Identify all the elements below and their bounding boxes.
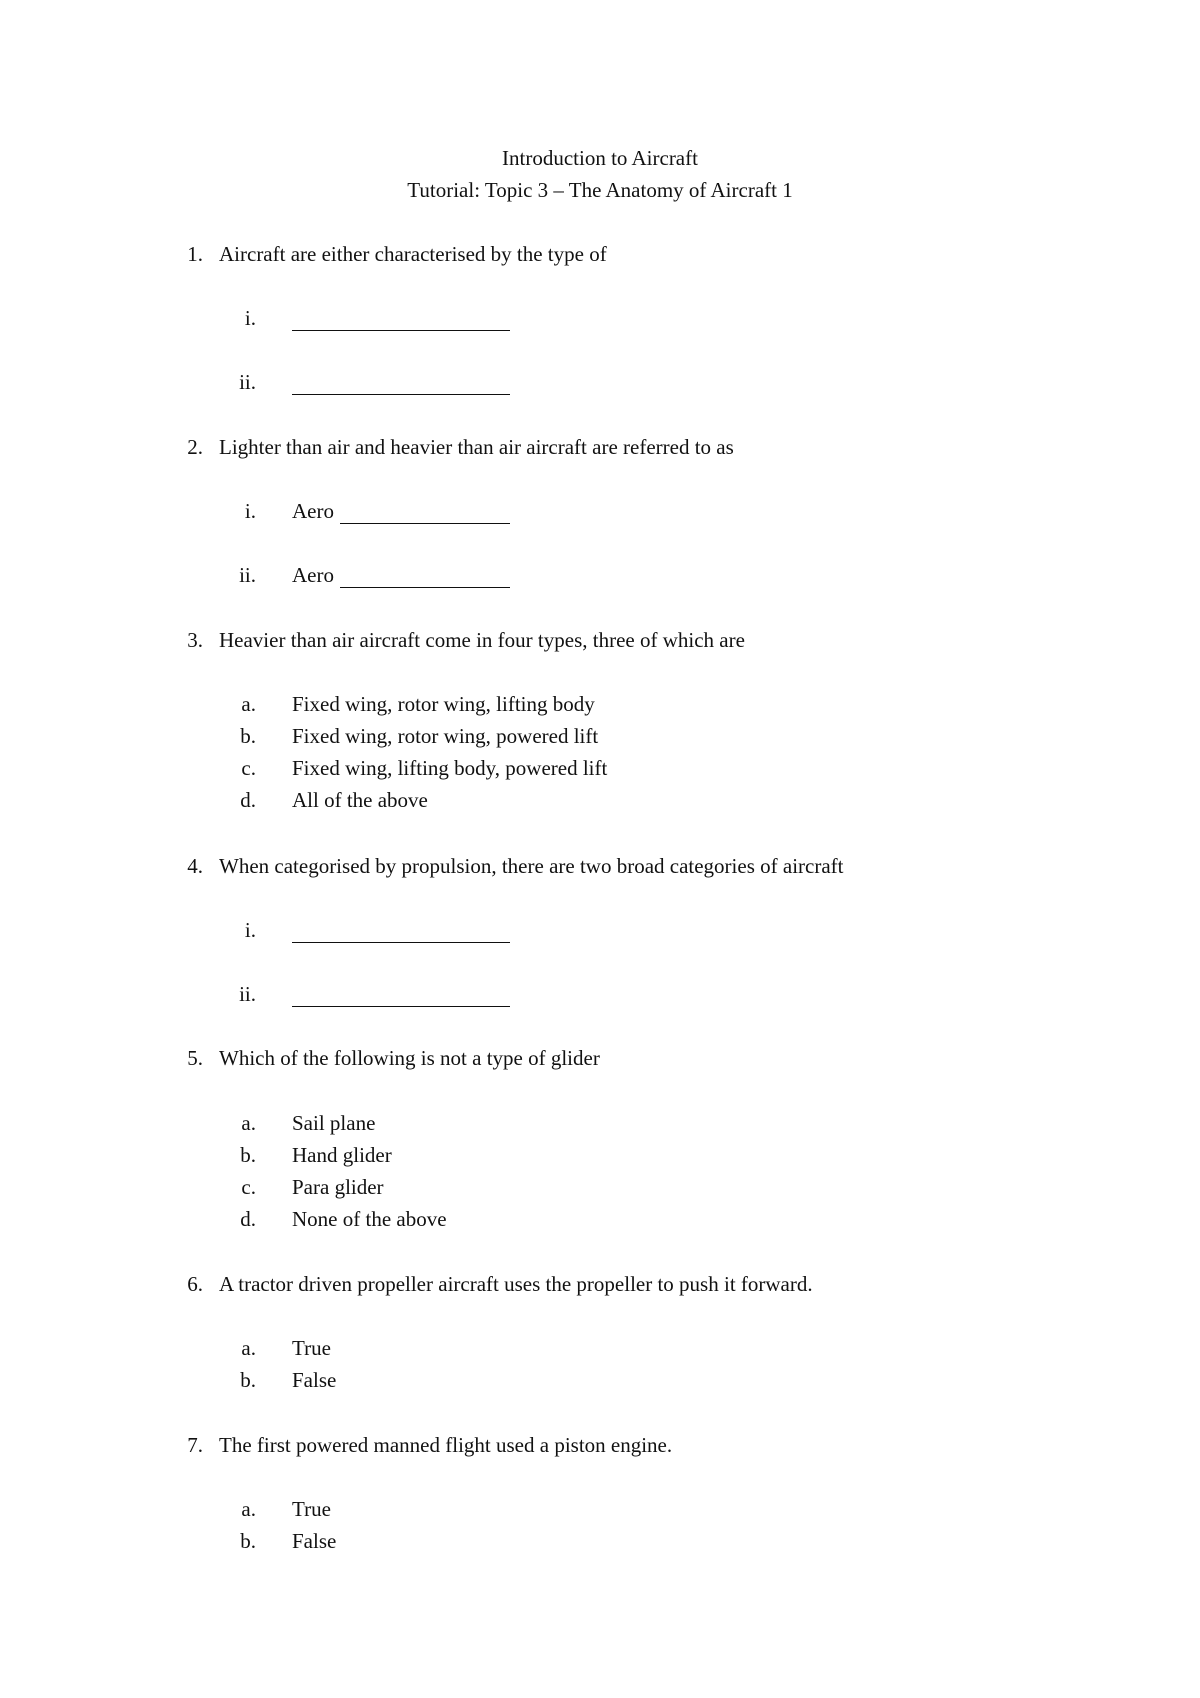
document-subtitle: Tutorial: Topic 3 – The Anatomy of Aircraft 1 — [407, 178, 793, 202]
option-label: b. — [240, 1529, 256, 1553]
option-label: i. — [244, 306, 256, 330]
option-label: a. — [241, 1111, 256, 1135]
option-label: a. — [241, 1336, 256, 1360]
option-text: False — [292, 1368, 337, 1392]
question-text: Aircraft are either characterised by the type of — [219, 242, 607, 266]
question-number: 2. — [187, 435, 203, 459]
option-label: i. — [244, 499, 256, 523]
question-number: 7. — [187, 1433, 203, 1457]
question-number: 3. — [187, 628, 203, 652]
question-text: When categorised by propulsion, there are two broad categories of aircraft — [219, 854, 844, 878]
option-label: i. — [244, 918, 256, 942]
option-text: Fixed wing, lifting body, powered lift — [292, 756, 608, 780]
question-number: 6. — [187, 1272, 203, 1296]
option-text: True — [292, 1497, 331, 1521]
option-label: c. — [241, 756, 256, 780]
option-label: ii. — [239, 982, 256, 1006]
option-text: Sail plane — [292, 1111, 376, 1135]
option-text: Para glider — [292, 1175, 384, 1199]
option-label: b. — [240, 724, 256, 748]
question-number: 5. — [187, 1046, 203, 1070]
option-text: None of the above — [292, 1207, 447, 1231]
option-label: ii. — [239, 370, 256, 394]
option-text: Fixed wing, rotor wing, lifting body — [292, 692, 595, 716]
option-text: Fixed wing, rotor wing, powered lift — [292, 724, 599, 748]
option-label: a. — [241, 1497, 256, 1521]
answer-blank — [292, 942, 510, 943]
question-text: A tractor driven propeller aircraft uses the propeller to push it forward. — [219, 1272, 813, 1296]
option-text: Aero — [292, 563, 334, 587]
option-text: False — [292, 1529, 337, 1553]
answer-blank — [340, 523, 510, 524]
option-label: b. — [240, 1143, 256, 1167]
question-text: Which of the following is not a type of glider — [219, 1046, 600, 1070]
option-text: All of the above — [292, 788, 428, 812]
answer-blank — [340, 587, 510, 588]
question-text: Lighter than air and heavier than air aircraft are referred to as — [219, 435, 734, 459]
option-label: b. — [240, 1368, 256, 1392]
option-text: Hand glider — [292, 1143, 392, 1167]
option-text: True — [292, 1336, 331, 1360]
option-text: Aero — [292, 499, 334, 523]
question-number: 1. — [187, 242, 203, 266]
answer-blank — [292, 394, 510, 395]
option-label: d. — [240, 1207, 256, 1231]
answer-blank — [292, 330, 510, 331]
answer-blank — [292, 1006, 510, 1007]
question-text: Heavier than air aircraft come in four types, three of which are — [219, 628, 745, 652]
document-title: Introduction to Aircraft — [502, 146, 698, 170]
option-label: a. — [241, 692, 256, 716]
option-label: c. — [241, 1175, 256, 1199]
option-label: ii. — [239, 563, 256, 587]
option-label: d. — [240, 788, 256, 812]
question-number: 4. — [187, 854, 203, 878]
question-text: The first powered manned flight used a piston engine. — [219, 1433, 673, 1457]
